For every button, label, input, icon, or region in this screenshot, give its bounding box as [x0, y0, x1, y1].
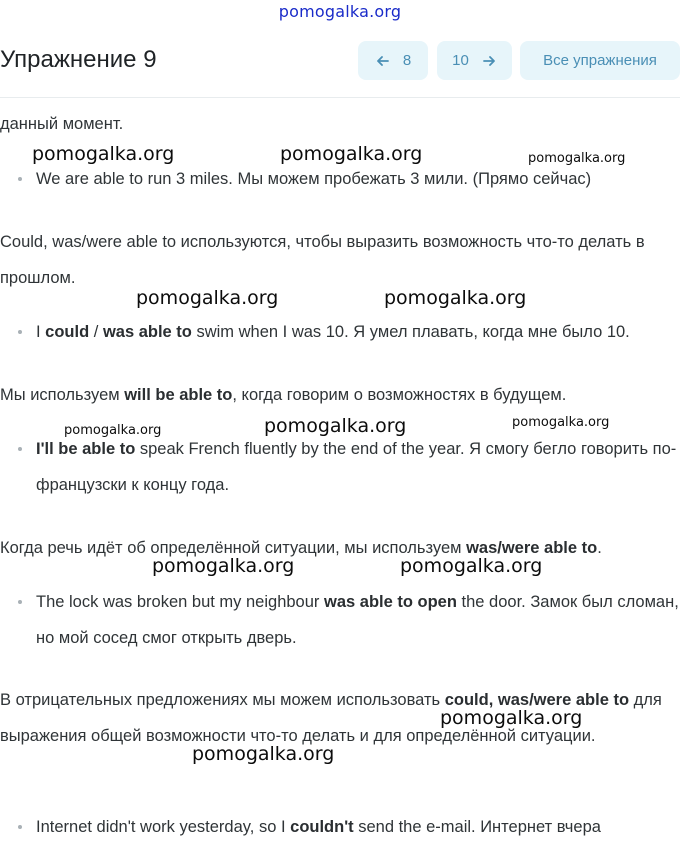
- watermark: pomogalka.org: [264, 415, 407, 437]
- all-exercises-label: Все упражнения: [543, 52, 657, 69]
- bullet-dot-icon: [18, 177, 22, 181]
- page-title: Упражнение 9: [0, 46, 157, 73]
- list-item-bold: could: [45, 323, 90, 341]
- watermark: pomogalka.org: [192, 743, 335, 765]
- paragraph-text-post: .: [597, 539, 602, 557]
- watermark: pomogalka.org: [384, 287, 527, 309]
- list-item-bold: was able to: [102, 323, 192, 341]
- paragraph-bold: could, was/were able to: [444, 691, 630, 709]
- list-item: [0, 431, 680, 503]
- list-item-bold: I'll be able to: [36, 440, 136, 458]
- paragraph-0: данный момент.: [0, 115, 124, 133]
- paragraph-text-pre: Когда речь идёт об определённой ситуации, мы используем: [0, 539, 467, 557]
- watermark: pomogalka.org: [136, 287, 279, 309]
- paragraph-6: [0, 530, 676, 566]
- list-item-bold: was able to open: [324, 593, 457, 611]
- watermark: pomogalka.org: [400, 555, 543, 577]
- list-item: [0, 584, 680, 656]
- watermark: pomogalka.org: [280, 143, 423, 165]
- all-exercises-button[interactable]: [520, 41, 680, 80]
- watermark: pomogalka.org: [512, 415, 610, 430]
- bullet-dot-icon: [18, 825, 22, 829]
- paragraph-bold: will be able to: [124, 386, 233, 404]
- bullet-dot-icon: [18, 600, 22, 604]
- list-item-text-post: speak French fluently by the end of the year. Я смогу бегло говорить по-французски к концу года.: [36, 440, 677, 494]
- list-item-text-pre: Internet didn't work yesterday, so I: [36, 818, 291, 836]
- list-item-bold: couldn't: [290, 818, 354, 836]
- bullet-dot-icon: [18, 330, 22, 334]
- paragraph-text-post: для выражения общей возможности что-то делать и для определённой ситуации.: [0, 691, 662, 745]
- bullet-dot-icon: [18, 447, 22, 451]
- list-item-text: We are able to run 3 miles. Мы можем пробежать 3 мили. (Прямо сейчас): [36, 170, 592, 188]
- paragraph-text-pre: Мы используем: [0, 386, 125, 404]
- list-item: [0, 314, 680, 350]
- watermark: pomogalka.org: [152, 555, 295, 577]
- prev-exercise-button[interactable]: [358, 41, 428, 80]
- next-exercise-button[interactable]: [437, 41, 512, 80]
- arrow-right-icon: [481, 53, 497, 69]
- paragraph-4: [0, 377, 676, 413]
- list-item: [0, 809, 680, 845]
- next-exercise-label: 10: [452, 52, 469, 69]
- paragraph-bold: was/were able to: [466, 539, 598, 557]
- watermark: pomogalka.org: [440, 707, 583, 729]
- watermark: pomogalka.org: [64, 423, 162, 438]
- arrow-left-icon: [375, 53, 391, 69]
- list-item: [0, 161, 680, 197]
- paragraph-2: Could, was/were able to используются, чтобы выразить возможность что-то делать в прошлом.: [0, 233, 645, 287]
- list-item-text-pre: The lock was broken but my neighbour: [36, 593, 324, 611]
- paragraph-text-post: , когда говорим о возможностях в будущем.: [232, 386, 567, 404]
- list-item-text-post: the door. Замок был сломан, но мой сосед смог открыть дверь.: [36, 593, 679, 647]
- exercise-header: [0, 30, 680, 98]
- list-item-text-pre: I: [36, 323, 46, 341]
- paragraph-text-pre: В отрицательных предложениях мы можем использовать: [0, 691, 445, 709]
- watermark: pomogalka.org: [528, 151, 626, 166]
- list-item-text-mid: /: [89, 323, 103, 341]
- prev-exercise-label: 8: [402, 52, 412, 69]
- site-watermark: pomogalka.org: [278, 2, 402, 21]
- exercise-content: [0, 98, 680, 855]
- watermark: pomogalka.org: [32, 143, 175, 165]
- list-item-text-post: swim when I was 10. Я умел плавать, когда мне было 10.: [191, 323, 630, 341]
- list-item-text-post: send the e-mail. Интернет вчера: [353, 818, 601, 836]
